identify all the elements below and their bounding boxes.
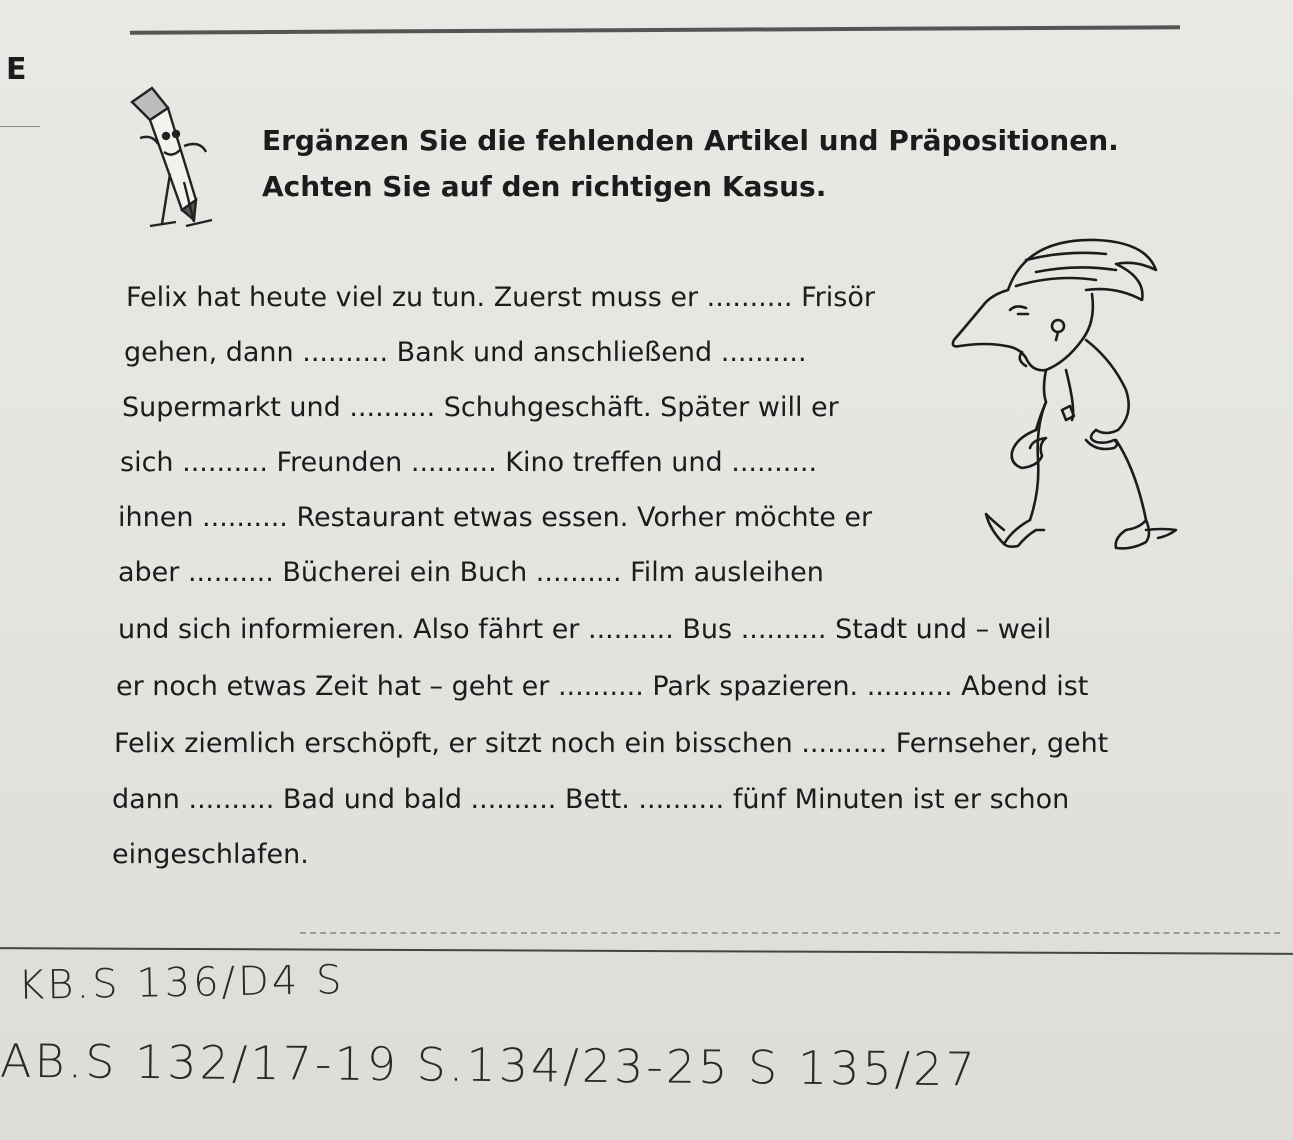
top-rule — [130, 25, 1180, 34]
margin-tick — [0, 126, 40, 127]
instruction-line-1: Ergänzen Sie die fehlenden Artikel und Präpositionen. — [262, 124, 1119, 157]
exercise-line: sich .......... Freunden .......... Kino treffen und .......... — [120, 447, 818, 478]
exercise-line: und sich informieren. Also fährt er .......... Bus .......... Stadt und – weil — [118, 614, 1052, 645]
footer-rule — [0, 947, 1293, 955]
pencil-mascot-icon — [122, 82, 218, 230]
exercise-line: dann .......... Bad und bald .......... Bett. .......... fünf Minuten ist er schon — [112, 784, 1070, 815]
walking-man-illustration — [946, 230, 1194, 560]
exercise-line: Supermarkt und .......... Schuhgeschäft. Später will er — [122, 392, 839, 423]
exercise-line: Felix hat heute viel zu tun. Zuerst muss er .......... Frisör — [126, 282, 875, 313]
section-letter: E — [6, 52, 27, 87]
instructions — [262, 118, 1119, 210]
handwritten-note-2: AB.S 132/17-19 S.134/23-25 S 135/27 — [0, 1033, 978, 1097]
exercise-line: er noch etwas Zeit hat – geht er .......... Park spazieren. .......... Abend ist — [116, 671, 1089, 702]
exercise-line: aber .......... Bücherei ein Buch .......... Film ausleihen — [118, 557, 824, 588]
exercise-line: eingeschlafen. — [112, 839, 309, 870]
handwritten-note-1: KB.S 136/D4 S — [17, 957, 345, 1009]
exercise-line: Felix ziemlich erschöpft, er sitzt noch ein bisschen .......... Fernseher, geht — [114, 728, 1109, 759]
dashed-rule — [300, 932, 1280, 934]
exercise-line: ihnen .......... Restaurant etwas essen. Vorher möchte er — [118, 502, 873, 533]
exercise-line: gehen, dann .......... Bank und anschließend .......... — [124, 337, 807, 368]
instruction-line-2: Achten Sie auf den richtigen Kasus. — [262, 170, 827, 203]
